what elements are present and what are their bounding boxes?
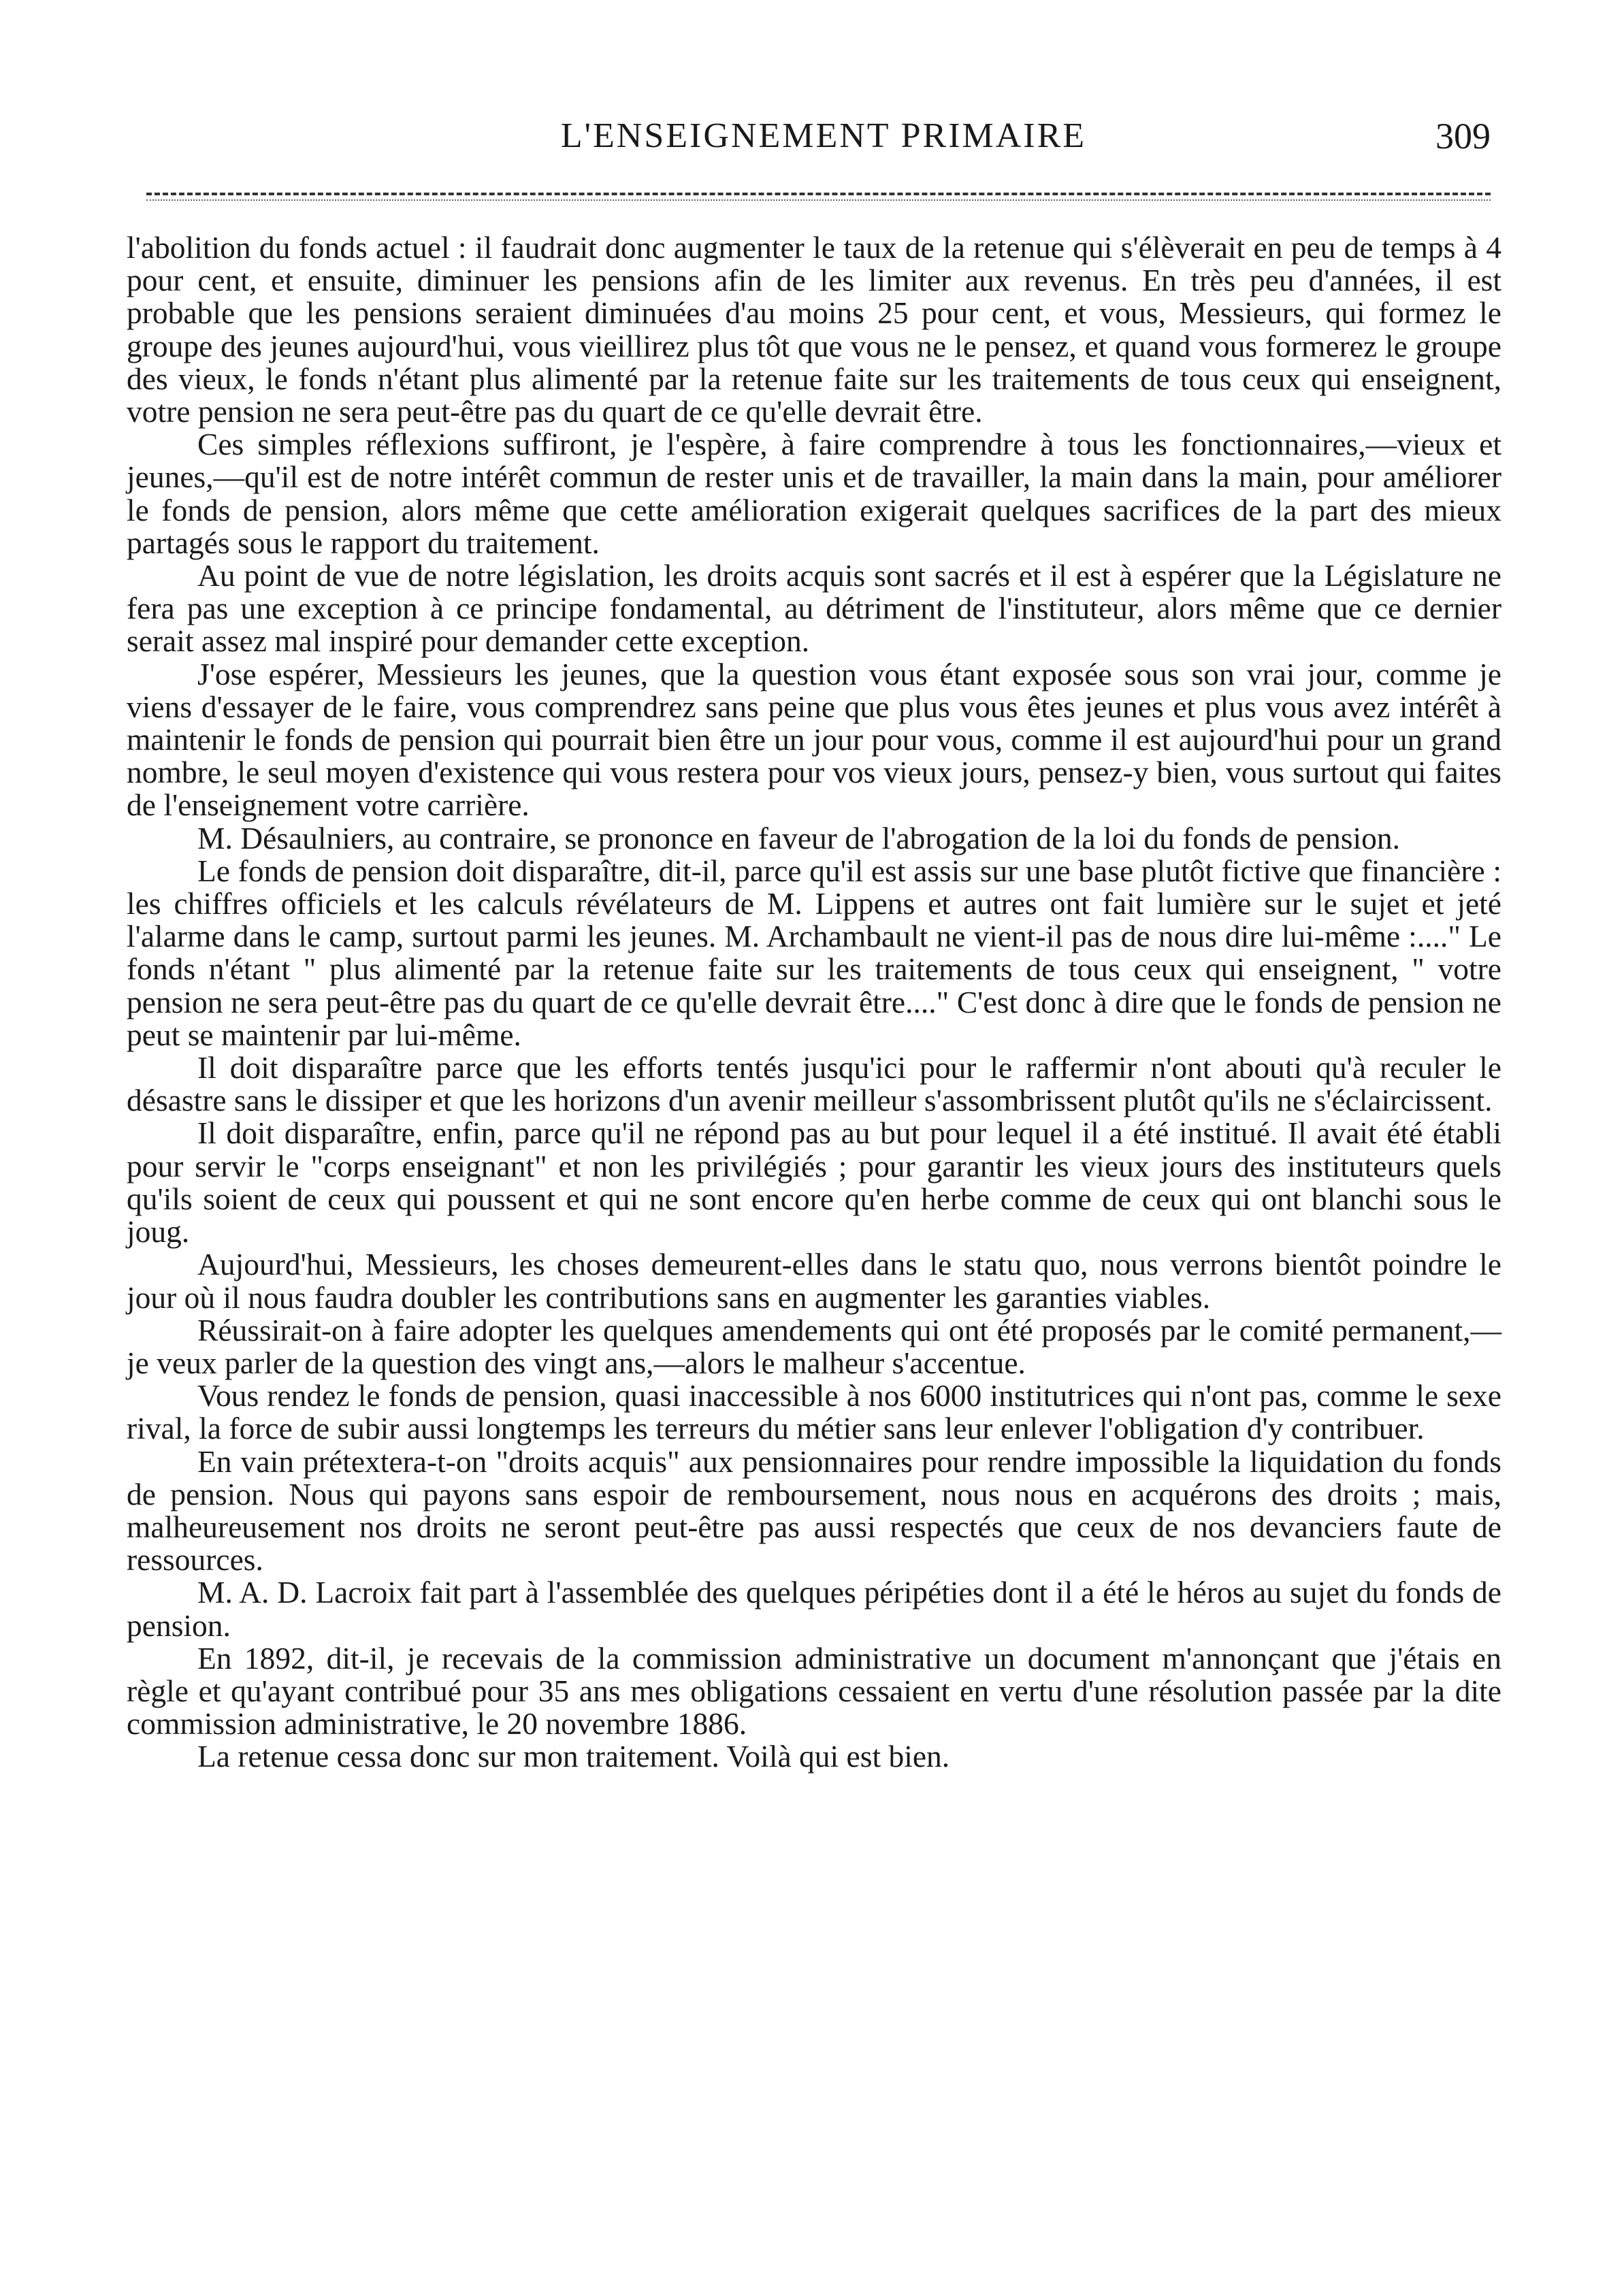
running-header xyxy=(157,109,1491,163)
paragraph: M. Désaulniers, au contraire, se prononce en faveur de l'abrogation de la loi du fonds de pension. xyxy=(197,820,1400,855)
paragraph: Il doit disparaître, enfin, parce qu'il ne répond pas au but pour lequel il a été institué. Il avait été établi pour servir le "corps enseignant" et non les privilégiés ; pour garantir les vieux jours des instituteurs quels qu'ils soient de ceux qui poussent et qui ne sont encore qu'en herbe comme de ceux qui ont blanchi sous le joug. xyxy=(127,1115,1501,1250)
header-rule xyxy=(146,193,1491,195)
paragraph: J'ose espérer, Messieurs les jeunes, que la question vous étant exposée sous son vrai jour, comme je viens d'essayer de le faire, vous comprendrez sans peine que plus vous êtes jeunes et plus vous avez intérêt à maintenir le fonds de pension qui pourrait bien être un jour pour vous, comme il est aujourd'hui pour un grand nombre, le seul moyen d'existence qui vous restera pour vos vieux jours, pensez-y bien, vous surtout qui faites de l'enseignement votre carrière. xyxy=(127,656,1501,823)
running-title: L'ENSEIGNEMENT PRIMAIRE xyxy=(560,116,1087,155)
paragraph: Au point de vue de notre législation, les droits acquis sont sacrés et il est à espérer que la Législature ne fera pas une exception à ce principe fondamental, au détriment de l'instituteur, alors même que ce dernier serait assez mal inspiré pour demander cette exception. xyxy=(127,558,1501,659)
paragraph: M. A. D. Lacroix fait part à l'assemblée des quelques péripéties dont il a été le héros au sujet du fonds de pension. xyxy=(127,1575,1501,1643)
page-number: 309 xyxy=(1435,116,1491,157)
header-rule-secondary xyxy=(146,199,1491,201)
paragraph: Aujourd'hui, Messieurs, les choses demeurent-elles dans le statu quo, nous verrons bientôt poindre le jour où il nous faudra doubler les contributions sans en augmenter les garanties viables. xyxy=(127,1247,1501,1315)
paragraph: Réussirait-on à faire adopter les quelques amendements qui ont été proposés par le comité permanent,—je veux parler de la question des vingt ans,—alors le malheur s'accentue. xyxy=(127,1312,1501,1380)
paragraph: l'abolition du fonds actuel : il faudrait donc augmenter le taux de la retenue qui s'élèverait en peu de temps à 4 pour cent, et ensuite, diminuer les pensions afin de les limiter aux revenus. En très peu d'années, il est probable que les pensions seraient diminuées d'au moins 25 pour cent, et vous, Messieurs, qui formez le groupe des jeunes aujourd'hui, vous vieillirez plus tôt que vous ne le pensez, et quand vous formerez le groupe des vieux, le fonds n'étant plus alimenté par la retenue faite sur les traitements de tous ceux qui enseignent, votre pension ne sera peut-être pas du quart de ce qu'elle devrait être. xyxy=(127,230,1501,429)
body-text xyxy=(127,231,1501,1774)
paragraph: Le fonds de pension doit disparaître, dit-il, parce qu'il est assis sur une base plutôt fictive que financière : les chiffres officiels et les calculs révélateurs de M. Lippens et autres ont fait lumière sur le sujet et jeté l'alarme dans le camp, surtout parmi les jeunes. M. Archambault ne vient-il pas de nous dire lui-même :...." Le fonds n'étant " plus alimenté par la retenue faite sur les traitements de tous ceux qui enseignent, " votre pension ne sera peut-être pas du quart de ce qu'elle devrait être...." C'est donc à dire que le fonds de pension ne peut se maintenir par lui-même. xyxy=(127,853,1501,1052)
paragraph: En 1892, dit-il, je recevais de la commission administrative un document m'annonçant que j'étais en règle et qu'ayant contribué pour 35 ans mes obligations cessaient en vertu d'une résolution passée par la dite commission administrative, le 20 novembre 1886. xyxy=(127,1640,1501,1742)
paragraph: Vous rendez le fonds de pension, quasi inaccessible à nos 6000 institutrices qui n'ont pas, comme le sexe rival, la force de subir aussi longtemps les terreurs du métier sans leur enlever l'obligation d'y contribuer. xyxy=(127,1378,1501,1446)
paragraph: Il doit disparaître parce que les efforts tentés jusqu'ici pour le raffermir n'ont abouti qu'à reculer le désastre sans le dissiper et que les horizons d'un avenir meilleur s'assombrissent plutôt qu'ils ne s'éclaircissent. xyxy=(127,1050,1501,1118)
paragraph: En vain prétextera-t-on "droits acquis" aux pensionnaires pour rendre impossible la liquidation du fonds de pension. Nous qui payons sans espoir de remboursement, nous nous en acquérons des droits ; mais, malheureusement nos droits ne seront peut-être pas aussi respectés que ceux de nos devanciers faute de ressources. xyxy=(127,1443,1501,1578)
paragraph: La retenue cessa donc sur mon traitement. Voilà qui est bien. xyxy=(197,1739,950,1774)
paragraph: Ces simples réflexions suffiront, je l'espère, à faire comprendre à tous les fonctionnaires,—vieux et jeunes,—qu'il est de notre intérêt commun de rester unis et de travailler, la main dans la main, pour améliorer le fonds de pension, alors même que cette amélioration exigerait quelques sacrifices de la part des mieux partagés sous le rapport du traitement. xyxy=(127,427,1501,560)
